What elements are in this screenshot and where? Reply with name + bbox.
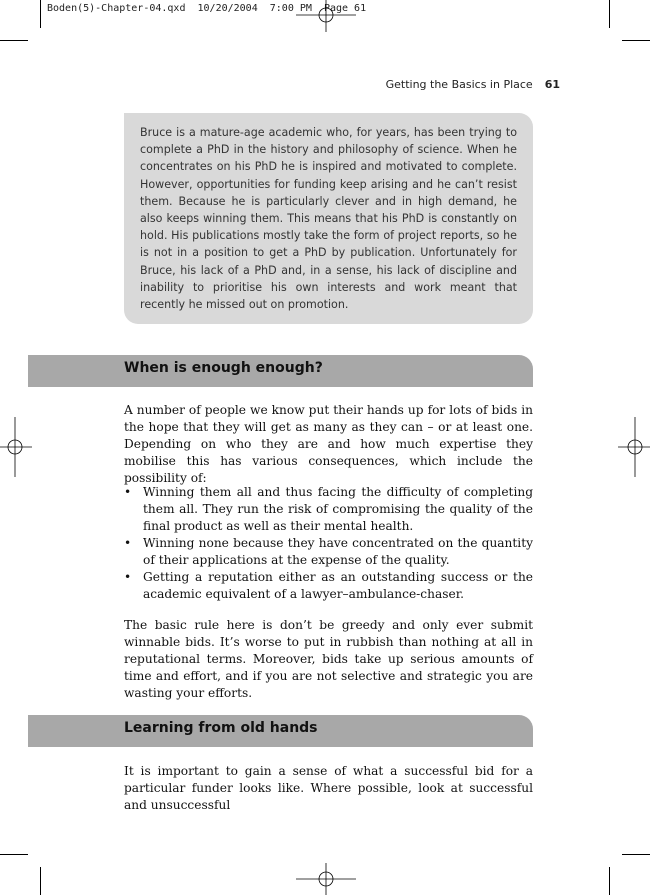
page-number: 61	[544, 78, 560, 91]
running-head	[386, 78, 560, 91]
section-heading: When is enough enough?	[124, 360, 323, 376]
bullet-marker: •	[124, 536, 132, 550]
case-study-box: Bruce is a mature-age academic who, for years, has been trying to complete a PhD in the history and philosophy of science. When he concentrates on his PhD he is inspired and motivated to complete. However, opportunities for funding keep arising and he can’t resist them. Because he is particularly clever and in high demand, he also keeps winning them. This means that his PhD is constantly on hold. His publications mostly take the form of project reports, so he is not in a position to get a PhD by publication. Unfortunately for Bruce, his lack of a PhD and, in a sense, his lack of discipline and inability to prioritise his own interests and work meant that recently he missed out on promotion.	[124, 113, 533, 324]
bullet-marker: •	[124, 570, 132, 584]
registration-mark-left	[0, 417, 32, 477]
list-item-text: Winning none because they have concentrated on the quantity of their applications at the expense of the quality.	[143, 536, 533, 567]
body-paragraph: It is important to gain a sense of what a successful bid for a particular funder looks like. Where possible, look at successful and unsuccessful	[124, 764, 533, 812]
crop-mark	[40, 0, 41, 28]
slug-line: Boden(5)-Chapter-04.qxd 10/20/2004 7:00 PM Page 61	[47, 3, 367, 14]
list-item-text: Winning them all and thus facing the difficulty of completing them all. They run the risk of compromising the quality of the final product as well as their mental health.	[143, 485, 533, 533]
bullet-marker: •	[124, 485, 132, 499]
crop-mark	[40, 867, 41, 895]
crop-mark	[0, 40, 28, 41]
section-heading-bar	[28, 715, 533, 747]
bullet-list	[124, 484, 533, 603]
body-paragraph: The basic rule here is don’t be greedy and only ever submit winnable bids. It’s worse to put in rubbish than nothing at all in reputational terms. Moreover, bids take up serious amounts of time and effort, and if you are not selective and strategic you are wasting your efforts.	[124, 618, 533, 700]
list-item	[124, 484, 533, 535]
crop-mark	[622, 40, 650, 41]
crop-mark	[622, 854, 650, 855]
crop-mark	[609, 867, 610, 895]
crop-mark	[0, 854, 28, 855]
list-item	[124, 569, 533, 603]
registration-mark-bottom	[296, 863, 356, 895]
registration-mark-top	[296, 0, 356, 32]
list-item-text: Getting a reputation either as an outstanding success or the academic equivalent of a lawyer–ambulance-chaser.	[143, 570, 533, 601]
list-item	[124, 535, 533, 569]
section-heading-bar	[28, 355, 533, 387]
crop-mark	[609, 0, 610, 28]
registration-mark-right	[618, 417, 650, 477]
section-heading: Learning from old hands	[124, 720, 318, 736]
body-paragraph: A number of people we know put their hands up for lots of bids in the hope that they will get as many as they can – or at least one. Depending on who they are and how much expertise they mobilise this has various consequences, which include the possibility of:	[124, 403, 533, 485]
running-head-title: Getting the Basics in Place	[385, 78, 533, 91]
